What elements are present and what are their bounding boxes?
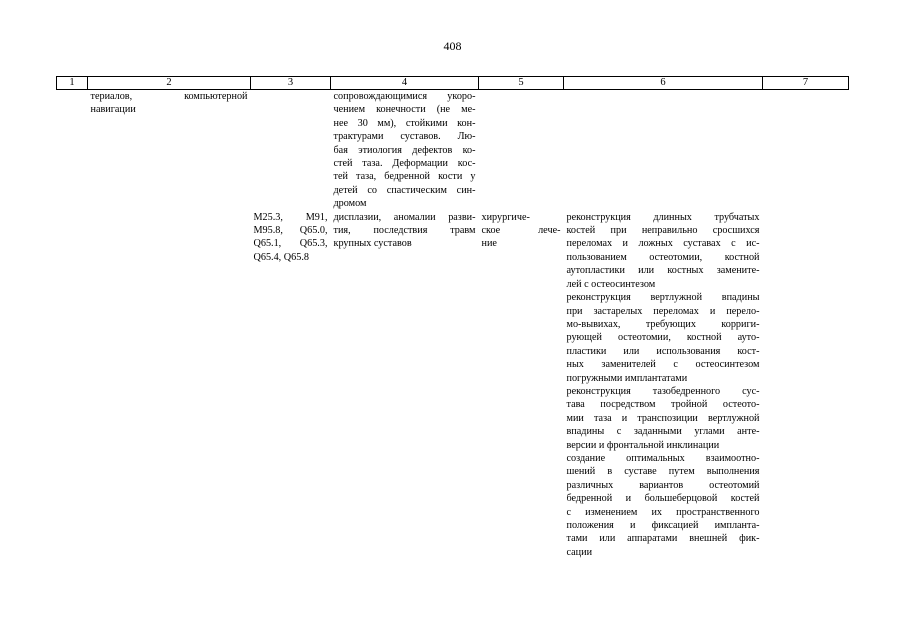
text-line: переломах и ложных суставах с ис- bbox=[566, 238, 760, 250]
table-row bbox=[57, 90, 849, 211]
text-line: детей со спастическим син- bbox=[333, 184, 476, 196]
icd-code-line: M25.3, M91, bbox=[253, 211, 328, 223]
text-line: хирургиче- bbox=[481, 211, 530, 223]
header-col-3: 3 bbox=[251, 77, 331, 90]
text-line: мо-вывихах, требующих корриги- bbox=[566, 318, 760, 330]
row1-col2 bbox=[88, 90, 251, 211]
text-line: рующей остеотомии, костной ауто- bbox=[566, 332, 760, 344]
text-line: пользованием остеотомии, костной bbox=[566, 251, 760, 263]
text-line: трактурами суставов. Лю- bbox=[333, 131, 476, 143]
text-line: пластики или использования кост- bbox=[566, 345, 760, 357]
header-col-7: 7 bbox=[763, 77, 849, 90]
row2-col6 bbox=[564, 211, 763, 560]
text-line: стей таза. Деформации кос- bbox=[333, 158, 476, 170]
text-line: с изменением их пространственного bbox=[566, 506, 760, 518]
text-line: положения и фиксацией импланта- bbox=[566, 520, 760, 531]
text-line: дисплазии, аномалии разви- bbox=[333, 211, 476, 223]
text-line: шений в суставе путем выполнения bbox=[566, 466, 760, 478]
text-line: различных вариантов остеотомий bbox=[566, 479, 760, 491]
icd-code-line: Q65.1, Q65.3, bbox=[253, 238, 328, 250]
header-col-4: 4 bbox=[331, 77, 479, 90]
text-line: реконструкция тазобедренного сус- bbox=[566, 385, 760, 397]
header-row bbox=[57, 77, 849, 90]
text-line: впадины с заданными углами анте- bbox=[566, 426, 760, 438]
text-line: аутопластики или костных замените- bbox=[566, 265, 760, 277]
text-line: тия, последствия травм bbox=[333, 225, 476, 237]
text-line: бедренной и большеберцовой костей bbox=[566, 493, 760, 505]
text-line: реконструкция вертлужной впадины bbox=[566, 292, 760, 304]
procedure-block bbox=[567, 291, 760, 385]
row1-col3 bbox=[251, 90, 331, 211]
row1-col4 bbox=[331, 90, 479, 211]
row1-col5 bbox=[479, 90, 564, 211]
text-line: лей с остеосинтезом bbox=[566, 278, 656, 290]
header-col-1: 1 bbox=[57, 77, 88, 90]
text-line: чением конечности (не ме- bbox=[333, 104, 476, 116]
row1-col6 bbox=[564, 90, 763, 211]
procedure-block bbox=[567, 385, 760, 452]
text-line: костей при неправильно сросшихся bbox=[566, 225, 760, 237]
text-line: ных заменителей с остеосинтезом bbox=[566, 359, 760, 371]
text-line: мии таза и транспозиции вертлужной bbox=[566, 412, 760, 424]
text-line: тей таза, бедренной кости у bbox=[333, 171, 476, 183]
row1-col7 bbox=[763, 90, 849, 211]
text-line: версии и фронтальной инклинации bbox=[566, 439, 720, 451]
row2-col7 bbox=[763, 211, 849, 560]
text-line: тава посредством тройной остеото- bbox=[566, 399, 760, 411]
header-col-6: 6 bbox=[564, 77, 763, 90]
text-line: создание оптимальных взаимоотно- bbox=[566, 452, 760, 464]
table-row bbox=[57, 211, 849, 560]
text-line: нее 30 мм), стойкими кон- bbox=[333, 117, 476, 129]
icd-code-line: Q65.4, Q65.8 bbox=[253, 251, 309, 263]
row2-col3 bbox=[251, 211, 331, 560]
row2-col4 bbox=[331, 211, 479, 560]
icd-code-line: M95.8, Q65.0, bbox=[253, 225, 328, 237]
procedure-block bbox=[567, 211, 760, 291]
text-line: навигации bbox=[90, 104, 136, 116]
text-line: сации bbox=[566, 546, 593, 558]
row1-col1 bbox=[57, 90, 88, 211]
text-line: ское лече- bbox=[481, 225, 561, 237]
text-line: крупных суставов bbox=[333, 238, 412, 250]
text-line: териалов, компьютерной bbox=[90, 91, 248, 102]
header-col-2: 2 bbox=[88, 77, 251, 90]
header-col-5: 5 bbox=[479, 77, 564, 90]
text-line: тами или аппаратами внешней фик- bbox=[566, 533, 760, 545]
document-table bbox=[56, 76, 849, 559]
text-line: погружными имплантатами bbox=[566, 372, 688, 384]
row2-col5 bbox=[479, 211, 564, 560]
procedure-block bbox=[567, 452, 760, 559]
text-line: сопровождающимися укоро- bbox=[333, 91, 476, 102]
text-line: дромом bbox=[333, 198, 367, 210]
page-number: 408 bbox=[443, 39, 462, 53]
text-line: ние bbox=[481, 238, 497, 250]
text-line: реконструкция длинных трубчатых bbox=[566, 211, 760, 223]
text-line: при застарелых переломах и перело- bbox=[566, 305, 760, 317]
row2-col2 bbox=[88, 211, 251, 560]
row2-col1 bbox=[57, 211, 88, 560]
text-line: бая этиология дефектов ко- bbox=[333, 144, 476, 156]
